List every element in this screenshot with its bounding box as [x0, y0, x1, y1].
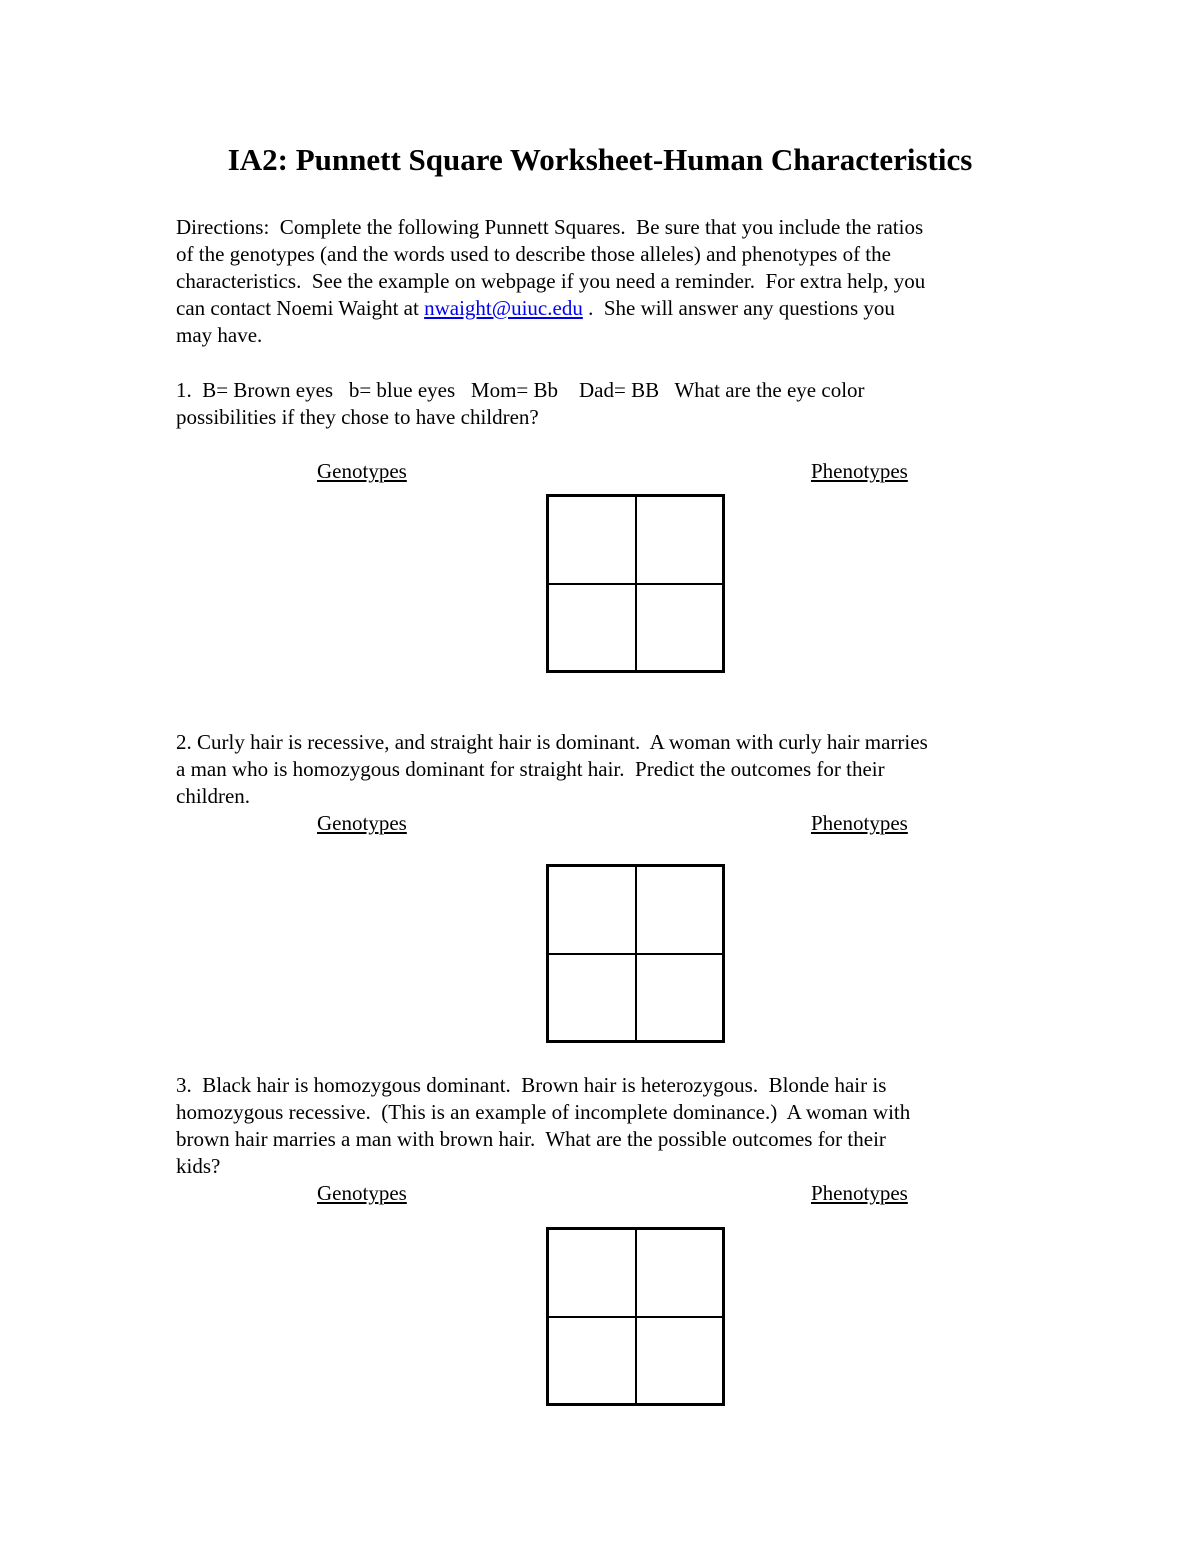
phenotypes-label: Phenotypes — [811, 459, 908, 483]
question-line: 2. Curly hair is recessive, and straight hair is dominant. A woman with curly hair marries — [176, 730, 928, 754]
directions-line: of the genotypes (and the words used to describe those alleles) and phenotypes of the — [176, 242, 891, 266]
punnett-cell[interactable] — [549, 497, 636, 584]
directions-paragraph — [176, 214, 1036, 349]
email-link[interactable]: nwaight@uiuc.edu — [424, 296, 583, 320]
punnett-cell[interactable] — [549, 1317, 636, 1404]
phenotypes-label: Phenotypes — [811, 1181, 908, 1205]
punnett-cell[interactable] — [549, 1230, 636, 1317]
punnett-cell[interactable] — [636, 1230, 723, 1317]
directions-text: can contact Noemi Waight at — [176, 296, 425, 320]
punnett-cell[interactable] — [549, 584, 636, 671]
question-3 — [176, 1072, 1036, 1180]
directions-line: Directions: Complete the following Punnett Squares. Be sure that you include the ratios — [176, 215, 924, 239]
question-line: kids? — [176, 1154, 221, 1178]
punnett-cell[interactable] — [636, 867, 723, 954]
question-2 — [176, 729, 1036, 810]
punnett-cell[interactable] — [636, 954, 723, 1041]
punnett-square-3 — [546, 1227, 725, 1406]
worksheet-title: IA2: Punnett Square Worksheet-Human Characteristics — [227, 142, 973, 177]
punnett-cell[interactable] — [636, 584, 723, 671]
question-line: homozygous recessive. (This is an example of incomplete dominance.) A woman with — [176, 1100, 911, 1124]
punnett-square-1 — [546, 494, 725, 673]
punnett-cell[interactable] — [549, 954, 636, 1041]
question-line: a man who is homozygous dominant for straight hair. Predict the outcomes for their — [176, 757, 885, 781]
question-line: brown hair marries a man with brown hair. What are the possible outcomes for their — [176, 1127, 886, 1151]
genotypes-label: Genotypes — [317, 1181, 407, 1205]
directions-line: may have. — [176, 323, 263, 347]
phenotypes-label: Phenotypes — [811, 811, 908, 835]
punnett-cell[interactable] — [636, 1317, 723, 1404]
question-line: children. — [176, 784, 251, 808]
genotypes-label: Genotypes — [317, 811, 407, 835]
directions-line — [176, 295, 1036, 322]
question-1 — [176, 377, 1036, 431]
directions-text: . She will answer any questions you — [582, 296, 895, 320]
question-line: 1. B= Brown eyes b= blue eyes Mom= Bb Dad= BB What are the eye color — [176, 378, 865, 402]
punnett-cell[interactable] — [636, 497, 723, 584]
question-line: 3. Black hair is homozygous dominant. Brown hair is heterozygous. Blonde hair is — [176, 1073, 887, 1097]
directions-line: characteristics. See the example on webpage if you need a reminder. For extra help, you — [176, 269, 926, 293]
punnett-cell[interactable] — [549, 867, 636, 954]
punnett-square-2 — [546, 864, 725, 1043]
question-line: possibilities if they chose to have children? — [176, 405, 539, 429]
genotypes-label: Genotypes — [317, 459, 407, 483]
